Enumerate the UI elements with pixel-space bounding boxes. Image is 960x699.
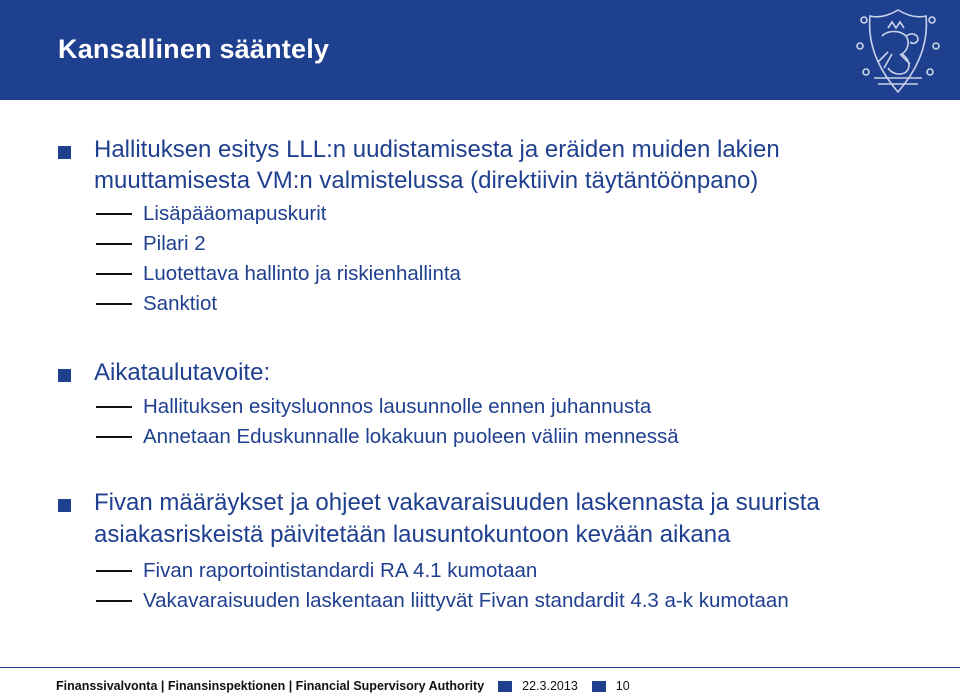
bullet-square xyxy=(58,499,71,512)
sub-item: Luotettava hallinto ja riskienhallinta xyxy=(143,262,461,285)
footer xyxy=(56,676,630,696)
sub-item: Lisäpääomapuskurit xyxy=(143,202,327,225)
bullet-text-1a: Hallituksen esitys LLL:n uudistamisesta ja eräiden muiden lakien xyxy=(94,136,780,163)
bullet-text-2: Aikataulutavoite: xyxy=(94,359,271,386)
bullet-text-1b: muuttamisesta VM:n valmistelussa (direktiivin täytäntöönpano) xyxy=(94,167,759,194)
sub-item: Pilari 2 xyxy=(143,232,206,255)
sub-dash xyxy=(96,570,132,572)
page-number: 10 xyxy=(615,679,630,693)
lion-crest-icon xyxy=(848,6,948,98)
sub-item: Vakavaraisuuden laskentaan liittyvät Fivan standardit 4.3 a-k kumotaan xyxy=(143,589,789,612)
footer-square xyxy=(498,681,512,692)
bullet-text-3a: Fivan määräykset ja ohjeet vakavaraisuuden laskennasta ja suurista xyxy=(94,489,820,516)
slide-title: Kansallinen sääntely xyxy=(58,34,330,64)
title-bar xyxy=(0,0,960,100)
sub-dash xyxy=(96,303,132,305)
bullet-square xyxy=(58,146,71,159)
sub-item: Annetaan Eduskunnalle lokakuun puoleen väliin mennessä xyxy=(143,425,679,448)
sub-dash xyxy=(96,273,132,275)
sub-item: Hallituksen esitysluonnos lausunnolle ennen juhannusta xyxy=(143,395,652,418)
footer-date: 22.3.2013 xyxy=(522,679,578,693)
footer-organization: Finanssivalvonta | Finansinspektionen | Financial Supervisory Authority xyxy=(56,679,485,693)
sub-dash xyxy=(96,436,132,438)
footer-square xyxy=(592,681,606,692)
sub-item: Sanktiot xyxy=(143,292,218,315)
sub-item: Fivan raportointistandardi RA 4.1 kumotaan xyxy=(143,559,538,582)
sub-dash xyxy=(96,243,132,245)
footer-divider xyxy=(0,667,960,668)
sub-dash xyxy=(96,213,132,215)
bullet-square xyxy=(58,369,71,382)
bullet-text-3b: asiakasriskeistä päivitetään lausuntokuntoon kevään aikana xyxy=(94,521,731,548)
sub-dash xyxy=(96,600,132,602)
sub-dash xyxy=(96,406,132,408)
